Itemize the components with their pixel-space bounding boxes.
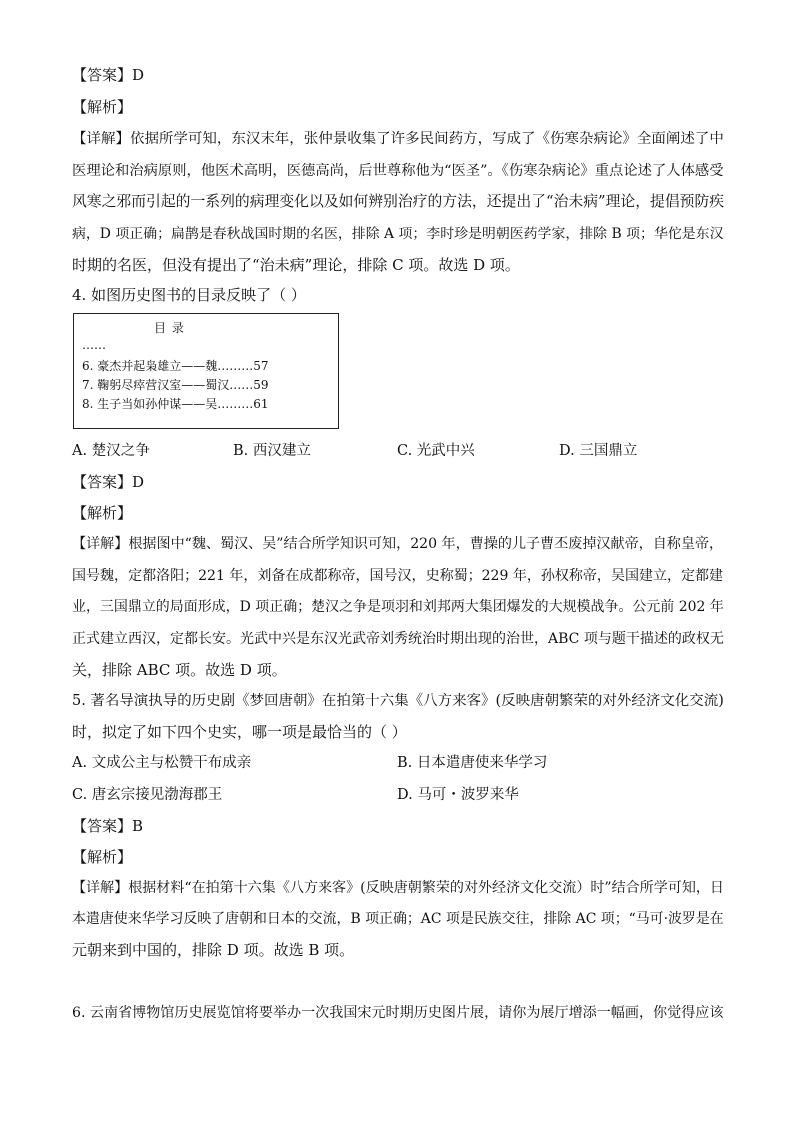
detail-line: 风寒之邪而引起的一系列的病理变化以及如何辨别治疗的方法，还提出了“治未病”理论，提倡预防疾: [72, 193, 725, 210]
question-6-stem: 6. 云南省博物馆历史展览馆将要举办一次我国宋元时期历史图片展，请你为展厅增添一幅画，你觉得应该: [72, 1005, 724, 1021]
detail-line: 本遣唐使来华学习反映了唐朝和日本的交流，B 项正确；AC 项是民族交往，排除 AC 项；“马可·波罗是在: [72, 911, 724, 927]
option-d: D. 马可・波罗来华: [397, 787, 519, 803]
detail-tag: 【详解】: [72, 536, 129, 552]
table-of-contents-figure: [73, 313, 339, 429]
answer-line: [72, 471, 144, 493]
detail-line: 国号魏，定都洛阳；221 年，刘备在成都称帝，国号汉，史称蜀；229 年，孙权称帝，吴国建立，定都建: [72, 568, 724, 584]
answer-tag: 【答案】: [72, 473, 133, 491]
detail-line: [72, 877, 724, 899]
option-a: A. 文成公主与松赞干布成亲: [72, 755, 252, 771]
detail-line: 医理论和治病原则，他医术高明，医德高尚，后世尊称他为“医圣”。《伤寒杂病论》重点论述了人体感受: [72, 163, 724, 179]
toc-title: 目 录: [154, 321, 185, 335]
answer-value: D: [132, 473, 145, 491]
option-a: A. 楚汉之争: [72, 443, 150, 459]
toc-ellipsis: ……: [82, 338, 106, 352]
answer-line: [72, 815, 143, 837]
detail-line: [72, 128, 724, 150]
detail-text: 根据材料“在拍第十六集《八方来客》(反映唐朝繁荣的对外经济文化交流）时”结合所学可知，日: [128, 880, 724, 896]
answer-tag: 【答案】: [72, 817, 133, 835]
answer-value: B: [132, 817, 144, 835]
toc-row: 7. 鞠躬尽瘁营汉室——蜀汉……59: [82, 378, 269, 392]
analysis-tag: 【解析】: [72, 848, 133, 866]
answer-tag: 【答案】: [72, 66, 133, 84]
question-5-stem: 5. 著名导演执导的历史剧《梦回唐朝》在拍第十六集《八方来客》(反映唐朝繁荣的对外经济文化交流): [72, 693, 724, 709]
detail-line: 时期的名医，但没有提出了“治未病”理论，排除 C 项。故选 D 项。: [72, 256, 520, 274]
detail-text: 依据所学可知，东汉末年，张仲景收集了许多民间药方，写成了《伤寒杂病论》全面阐述了中: [129, 131, 724, 147]
option-c: C. 唐玄宗接见渤海郡王: [72, 787, 223, 803]
option-b: B. 日本遣唐使来华学习: [397, 755, 548, 771]
analysis-tag: 【解析】: [72, 98, 133, 116]
option-d: D. 三国鼎立: [559, 443, 638, 459]
toc-row: 8. 生子当如孙仲谋——吴………61: [82, 397, 269, 411]
answer-line: [72, 64, 144, 86]
detail-line: 关，排除 ABC 项。故选 D 项。: [72, 661, 287, 679]
analysis-tag: 【解析】: [72, 504, 133, 522]
detail-line: 正式建立西汉，定都长安。光武中兴是东汉光武帝刘秀统治时期出现的治世，ABC 项与题干描述的政权无: [72, 631, 724, 647]
option-c: C. 光武中兴: [397, 443, 475, 459]
detail-line: 业，三国鼎立的局面形成，D 项正确；楚汉之争是项羽和刘邦两大集团爆发的大规模战争。公元前 202 年: [72, 599, 724, 615]
toc-row: 6. 豪杰并起枭雄立——魏………57: [82, 359, 269, 373]
option-b: B. 西汉建立: [233, 443, 311, 459]
question-5-stem: 时，拟定了如下四个史实，哪一项是最恰当的（ ）: [72, 723, 407, 741]
detail-line: 元朝来到中国的，排除 D 项。故选 B 项。: [72, 941, 355, 959]
detail-tag: 【详解】: [72, 880, 129, 896]
detail-line: [72, 533, 723, 555]
detail-tag: 【详解】: [72, 131, 130, 147]
detail-text: 根据图中“魏、蜀汉、吴”结合所学知识可知，220 年，曹操的儿子曹丕废掉汉献帝，自称皇帝，: [128, 536, 724, 552]
question-4-stem: 4. 如图历史图书的目录反映了（ ）: [72, 286, 306, 304]
detail-line: 病，D 项正确；扁鹊是春秋战国时期的名医，排除 A 项；李时珍是明朝医药学家，排除 B 项；华佗是东汉: [72, 226, 724, 242]
answer-value: D: [132, 66, 145, 84]
